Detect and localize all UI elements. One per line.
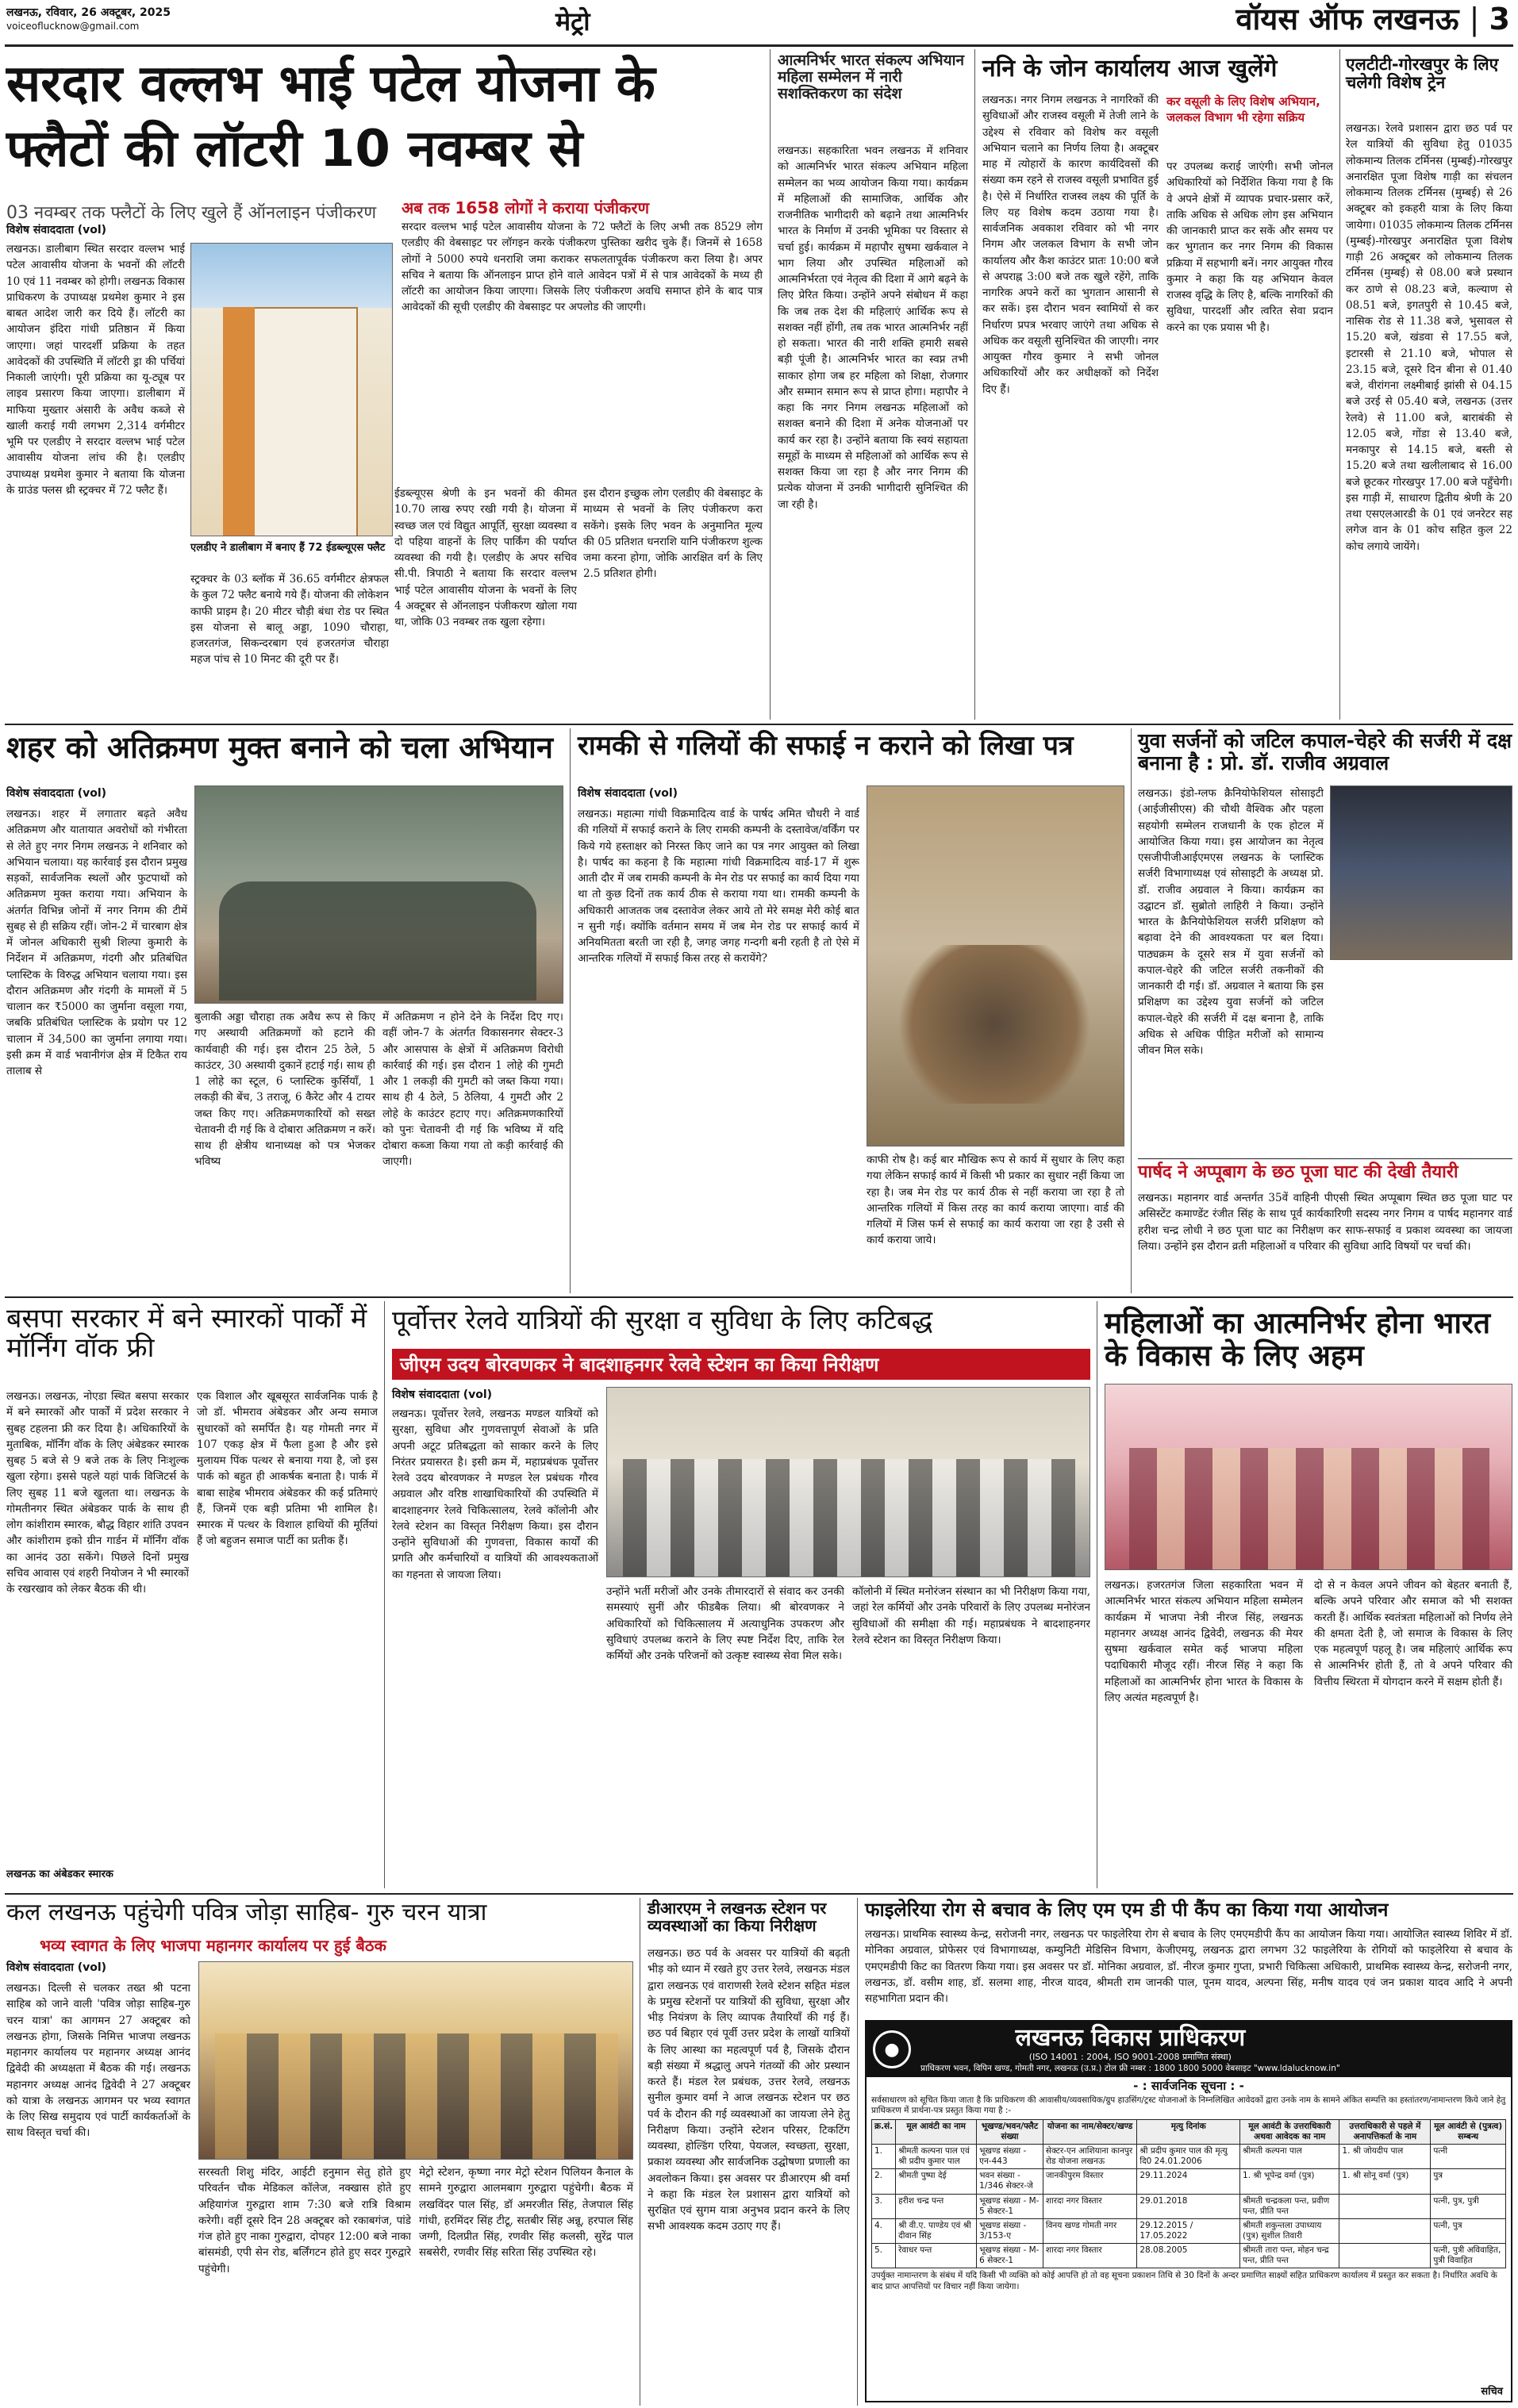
lda-header-cell: क्र.सं.	[872, 2119, 896, 2144]
table-cell: श्रीमती शकुन्तला उपाध्याय (पुत्र) सुशील तिवारी	[1240, 2218, 1339, 2243]
masthead	[1236, 3, 1510, 36]
lda-intro: सर्वसाधारण को सूचित किया जाता है कि प्राधिकरण की आवासीय/व्यवसायिक/ग्रुप हाउसिंग/ट्रस्ट योजनाओं के निम्नलिखित आवेदकों द्वारा उनके नाम के सामने अंकित सम्पत्ति का हस्तांतरण/नामान्तरण किये जाने हेतु प्राधिकरण में प्रार्थना-पत्र प्रस्तुत किया गया है :-	[871, 2095, 1506, 2116]
table-cell: 1. श्री जोयदीप पाल	[1339, 2145, 1431, 2169]
s10-strap: जीएम उदय बोरवणकर ने बादशाहनगर रेलवे स्टेशन का किया निरीक्षण	[392, 1349, 1090, 1380]
s3-col1: लखनऊ। नगर निगम लखनऊ ने नागरिकों की सुविधाओं और राजस्व वसूली में तेजी लाने के उद्देश्य से रविवार को विशेष कर वसूली अभियान चलाने का निर्णय लिया है। अक्टूबर माह में त्योहारों के कारण कार्यदिवसों की संख्या कम रहने से राजस्व वसूली प्रभावित हुई है। ऐसे में निर्धारित राजस्व लक्ष्य की पूर्ति के लिए यह विशेष कदम उठाया गया है। सार्वजनिक अवकाश रविवार को भी नगर निगम और जलकल विभाग के सभी जोन कार्यालय और कैश काउंटर प्रातः 10:00 बजे से अपराह्न 3:00 बजे तक खुले रहेंगे, ताकि नागरिक अपने करों का भुगतान आसानी से कर सकें। इस दौरान भवन स्वामियों से कर निर्धारण प्रपत्र भरवाए जाएंगे तथा अधिक से अधिक कर वसूली सुनिश्चित की जाएगी। नगर आयुक्त गौरव कुमार ने सभी जोनल अधिकारियों और कर अधीक्षकों को निर्देश दिए हैं।	[982, 94, 1159, 396]
table-cell: श्रीमती चन्द्रकला पन्त, प्रवीण पन्त, प्रीति पन्त	[1240, 2194, 1339, 2218]
s6-byline: विशेष संवाददाता (vol)	[578, 787, 678, 800]
s12-col2: सरस्वती शिशु मंदिर, आईटी हनुमान सेतु होते हुए परिवर्तन चौक मेडिकल कॉलेज, नक्खास होते हुए अहियागंज गुरुद्वारा शाम 7:30 बजे रात्रि विश्राम करेगी। वहीं दूसरे दिन 28 अक्टूबर को रकाबगंज, पांडे गंज होते हुए नाका गुरुद्वारा, दोपहर 12:00 बजे नाका बांसमंडी, एपी सेन रोड, बर्लिंगटन होते हुए सदर गुरुद्वारे पहुंचेगी।	[198, 2166, 411, 2276]
lda-header-cell: भूखण्ड/भवन/फ्लैट संख्या	[977, 2119, 1043, 2144]
s5-col1: लखनऊ। शहर में लगातार बढ़ते अवैध अतिक्रमण और यातायात अवरोधों को गंभीरता से लेते हुए नगर निगम लखनऊ ने शनिवार को अभियान चलाया। यह कार्रवाई इस दौरान प्रमुख सड़कों, सार्वजनिक स्थलों और फुटपाथों को अतिक्रमण मुक्त कराया गया। अभियान के अंतर्गत विभिन्न जोनों में नगर निगम की टीमें सुबह से ही सक्रिय रहीं। जोन-2 में चारबाग क्षेत्र में जोनल अधिकारी सुश्री शिल्पा कुमारी के निर्देशन में अतिक्रमण, गंदगी और प्रतिबंधित प्लास्टिक के विरुद्ध अभियान चलाया गया। इस दौरान अतिक्रमण और गंदगी के मामलों में 5 चालान कर ₹5000 का जुर्माना वसूला गया, जबकि प्रतिबंधित प्लास्टिक के प्रयोग पर 12 चालान में 34,500 का जुर्माना लगाया गया। इसी क्रम में वार्ड भवानीगंज क्षेत्र में टिकैत राय तालाब से	[6, 808, 187, 1077]
table-cell: 29.01.2018	[1137, 2194, 1240, 2218]
table-row	[872, 2244, 1506, 2268]
s5-photo	[194, 785, 563, 1004]
lda-header-cell: मूल आवंटी से (पुत्रत्व) सम्बन्ध	[1431, 2119, 1506, 2144]
divider	[570, 728, 571, 1293]
s1-col5: इस दौरान इच्छुक लोग एलडीए की वेबसाइट के माध्यम से भवनों के लिए पंजीकरण करा सकेंगे। इसके लिए भवन के अनुमानित मूल्य की 05 प्रतिशत धनराशि यानि पंजीकरण शुल्क जमा करना होगा, जोकि आरक्षित वर्ग के लिए 2.5 प्रतिशत होगी।	[583, 487, 763, 581]
table-cell: श्रीमती कल्पना पाल	[1240, 2145, 1339, 2169]
table-cell: विनय खण्ड गोमती नगर	[1043, 2218, 1137, 2243]
s12-photo	[198, 1961, 633, 2160]
s10-byline: विशेष संवाददाता (vol)	[392, 1388, 493, 1401]
s1-col1: लखनऊ। डालीबाग स्थित सरदार वल्लभ भाई पटेल आवासीय योजना के भवनों की लॉटरी 10 एवं 11 नवम्बर को होगी। लखनऊ विकास प्राधिकरण के उपाध्यक्ष प्रथमेश कुमार ने इस बाबत आदेश जारी कर दिये हैं। लॉटरी का आयोजन इंदिरा गांधी प्रतिष्ठान में किया जाएगा। जहां पारदर्शी प्रक्रिया के तहत आवेदकों की उपस्थिति में लॉटरी ड्रा की पर्चियां निकाली जाएंगी। पूरी प्रक्रिया का यू-ट्यूब पर लाइव प्रसारण किया जाएगा। डालीबाग में माफिया मुख्तार अंसारी के अवैध कब्जे से खाली कराई गयी लगभग 2,314 वर्गमीटर भूमि पर एलडीए ने सरदार वल्लभ भाई पटेल आवासीय योजना लांच की है। एलडीए उपाध्यक्ष प्रथमेश कुमार ने बताया कि योजना के ग्राउंड फ्लस थ्री स्ट्रक्चर में 72 फ्लैट हैं।	[6, 243, 185, 497]
table-cell: श्री वी.ए. पाण्डेय एवं श्री दीवान सिंह	[896, 2218, 977, 2243]
women-group	[1129, 1448, 1489, 1570]
s9-col1: लखनऊ। लखनऊ, नोएडा स्थित बसपा सरकार में बने स्मारकों और पार्कों में प्रदेश सरकार ने सुबह टहलना फ्री कर दिया है। अधिकारियों के मुताबिक, मॉर्निंग वॉक के लिए अंबेडकर स्मारक सुबह 5 बजे से 9 बजे तक के लिए निःशुल्क खुला रहेगा। इससे पहले यहां पार्क विजिटर्स के लिए सुबह 11 बजे खुलता था। लखनऊ के गोमतीनगर स्थित अंबेडकर पार्क के साथ ही लोग कांशीराम स्मारक, बौद्ध विहार शांति उपवन और कांशीराम इको ग्रीन गार्डन में मॉर्निंग वॉक का आनंद उठा सकेंगे। पिछले दिनों प्रमुख सचिव आवास एवं शहरी नियोजन ने भी स्मारकों के रखरखाव को लेकर बैठक की थी।	[6, 1390, 189, 1596]
s5-title: शहर को अतिक्रमण मुक्त बनाने को चला अभियान	[6, 730, 553, 765]
lda-sign: सचिव	[1481, 2386, 1503, 2398]
garbage-pile	[883, 945, 1105, 1104]
table-cell: 1. श्री सोनू वर्मा (पुत्र)	[1339, 2169, 1431, 2194]
s7-title: युवा सर्जनों को जटिल कपाल-चेहरे की सर्जरी में दक्ष बनाना है : प्रो. डॉ. राजीव अग्रवाल	[1138, 729, 1512, 774]
s10-col3: कॉलोनी में स्थित मनोरंजन संस्थान का भी निरीक्षण किया गया, जहां रेल कर्मियों और उनके परिवारों के लिए उपलब्ध मनोरंजन सुविधाओं की समीक्षा की गई। महाप्रबंधक ने बादशाहनगर रेलवे स्टेशन का विस्तृत निरीक्षण किया।	[852, 1585, 1090, 1646]
table-cell: पुत्र	[1431, 2169, 1506, 2194]
lda-table-wrap	[867, 2119, 1511, 2269]
s10-photo	[606, 1387, 1090, 1577]
s12-title: कल लखनऊ पहुंचेगी पवित्र जोड़ा साहिब- गुरु चरन यात्रा	[6, 1899, 487, 1926]
s12-col1: लखनऊ। दिल्ली से चलकर तख्त श्री पटना साहिब को जाने वाली 'पवित्र जोड़ा साहिब-गुरु चरन यात्रा' का आगमन 27 अक्टूबर को लखनऊ होगा, जिसके निमित्त भाजपा लखनऊ महानगर कार्यालय पर महानगर अध्यक्ष आनंद द्विवेदी की अध्यक्षता में बैठक की गई। लखनऊ महानगर अध्यक्ष आनंद द्विवेदी ने 27 अक्टूबर को यात्रा के लखनऊ आगमन पर भव्य स्वागत के लिए सिख समुदाय एवं पार्टी कार्यकर्ताओं के साथ विस्तृत चर्चा की।	[6, 1982, 190, 2140]
table-cell: जानकीपुरम विस्तार	[1043, 2169, 1137, 2194]
lda-table-body	[872, 2145, 1506, 2268]
s6-col1: लखनऊ। महात्मा गांधी विक्रमादित्य वार्ड के पार्षद अमित चौधरी ने वार्ड की गलियों में सफाई कराने के लिए रामकी कम्पनी के दस्तावेज/वर्किंग पर किये गये हस्ताक्षर को निरस्त किए जाने का पत्र नगर आयुक्त को लिखा है। पार्षद का कहना है कि महात्मा गांधी विक्रमादित्य वार्ड-17 में शुरू आती दौर में जब रामकी कम्पनी के मेन रोड पर सफाई का कार्य दिया गया था तो कुछ दिनों तक कार्य ठीक से कराया गया था। रामकी कम्पनी के अधिकारी आजतक जब दस्तावेज लेकर आये तो मेरे समक्ष मेरी कोई बात न सुनी गई। क्योंकि वर्तमान समय में जब मेन रोड पर सफाई कार्य में अनियमितता बरती जा रही है, जगह जगह गन्दगी बनी रहती है तो ऐसे में आन्तरिक गलियों में सफाई किस तरह से करायेंगे?	[578, 808, 859, 966]
table-cell: 28.08.2005	[1137, 2244, 1240, 2268]
table-cell: 5.	[872, 2244, 896, 2268]
s12-strap: भव्य स्वागत के लिए भाजपा महानगर कार्यालय पर हुई बैठक	[40, 1936, 386, 1955]
s13-body: लखनऊ। छठ पर्व के अवसर पर यात्रियों की बढ़ती भीड़ को ध्यान में रखते हुए उत्तर रेलवे, लखनऊ मंडल द्वारा लखनऊ एवं वाराणसी रेलवे स्टेशन सहित मंडल के प्रमुख स्टेशनों पर यात्रियों की सुविधा, सुरक्षा और भीड़ नियंत्रण के लिए व्यापक तैयारियाँ की गई हैं। छठ पर्व बिहार एवं पूर्वी उत्तर प्रदेश के लाखों यात्रियों के लिए आस्था का महत्वपूर्ण पर्व है, जिसके दौरान बड़ी संख्या में श्रद्धालु अपने गंतव्यों की ओर प्रस्थान करते हैं। मंडल रेल प्रबंधक, उत्तर रेलवे, लखनऊ सुनील कुमार वर्मा ने आज लखनऊ स्टेशन पर छठ पर्व के दौरान की गई व्यवस्थाओं का जायजा लेने हेतु निरीक्षण किया। उन्होंने स्टेशन परिसर, टिकटिंग व्यवस्था, होल्डिंग एरिया, पेयजल, स्वच्छता, सुरक्षा, प्रकाश व्यवस्था और सार्वजनिक उद्घोषणा प्रणाली का अवलोकन किया। इस अवसर पर डीआरएम श्री वर्मा ने कहा कि मंडल रेल प्रशासन द्वारा यात्रियों को सुरक्षित एवं सुगम यात्रा अनुभव प्रदान करने के लिए सभी आवश्यक कदम उठाए गए हैं।	[648, 1947, 850, 2233]
s11-title: महिलाओं का आत्मनिर्भर होना भारत के विकास के लिए अहम	[1105, 1306, 1491, 1373]
officials-row	[623, 1459, 1075, 1577]
table-cell: 29.12.2015 / 17.05.2022	[1137, 2218, 1240, 2243]
s14-title: फाइलेरिया रोग से बचाव के लिए एम एम डी पी कैंप का किया गया आयोजन	[865, 1899, 1389, 1921]
table-cell	[1339, 2218, 1431, 2243]
section-rule	[5, 1296, 1513, 1298]
s3-title: ननि के जोन कार्यालय आज खुलेंगे	[982, 55, 1278, 83]
s1-caption: एलडीए ने डालीबाग में बनाए हैं 72 ईडब्ल्यूएस फ्लैट	[190, 542, 386, 554]
s2-body: लखनऊ। सहकारिता भवन लखनऊ में शनिवार को आत्मनिर्भर भारत संकल्प अभियान महिला सम्मेलन का भव्य आयोजन किया गया। कार्यक्रम में महिलाओं की सामाजिक, आर्थिक और राजनीतिक भागीदारी को बढ़ाने तथा आत्मनिर्भर भारत के निर्माण में उनकी भूमिका पर विस्तार से चर्चा हुई। कार्यक्रम में महापौर सुषमा खर्कवाल ने भाग लिया और उपस्थित महिलाओं को आत्मनिर्भरता एवं नेतृत्व की दिशा में आगे बढ़ने के लिए प्रेरित किया। उन्होंने अपने संबोधन में कहा कि जब तक देश की महिलाएं आर्थिक रूप से सशक्त नहीं होंगी, तब तक भारत आत्मनिर्भर नहीं हो सकता। भारत की नारी शक्ति हमारी सबसे बड़ी पूंजी है। आत्मनिर्भर भारत का स्वप्न तभी साकार होगा जब हर महिला को शिक्षा, रोजगार और सम्मान समान रूप से प्राप्त होगा। महापौर ने कहा कि नगर निगम लखनऊ महिलाओं को सशक्त बनाने की दिशा में अनेक योजनाओं पर कार्य कर रहा है। उन्होंने बताया कि स्वयं सहायता समूहों के माध्यम से महिलाओं को आर्थिक रूप से सशक्त किया जा रहा है और नगर निगम की प्रत्येक योजना में उनकी भागीदारी सुनिश्चित की जा रही है।	[778, 144, 968, 511]
s5-col3: में अतिक्रमण न होने देने के निर्देश दिए गए। वहीं जोन-7 के अंतर्गत विकासनगर सेक्टर-3 और आसपास के क्षेत्रों में अतिक्रमण विरोधी कार्रवाई की गई। इस दौरान 1 लोहे की गुमटी और 1 लकड़ी की गुमटी को जब्त किया गया। साथ ही 4 ठेले, 5 ठेलिया, 4 गुमटी और 2 लोहे के काउंटर हटाए गए। अतिक्रमणकारियों को पुनः चेतावनी दी गई कि भविष्य में यदि दोबारा कब्जा किया गया तो कड़ी कार्रवाई की जाएगी।	[382, 1011, 563, 1169]
lda-footer: उपर्युक्त नामान्तरण के संबंध में यदि किसी भी व्यक्ति को कोई आपत्ति हो तो वह सूचना प्रकाशन तिथि से 30 दिनों के अन्दर प्रमाणित साक्ष्यों सहित प्राधिकरण कार्यालय में प्रस्तुत कर सकता है। निर्धारित अवधि के बाद प्राप्त आपत्तियों पर विचार नहीं किया जायेगा।	[871, 2271, 1497, 2291]
table-cell: पत्नी, पुत्र, पुत्री	[1431, 2194, 1506, 2218]
s10-col2: उन्होंने भर्ती मरीजों और उनके तीमारदारों से संवाद कर उनकी समस्याएं सुनीं और फीडबैक लिया। श्री बोरवणकर ने अधिकारियों को चिकित्सालय में अत्याधुनिक उपकरण और सुविधाएं उपलब्ध कराने के लिए स्पष्ट निर्देश दिए, ताकि रेल कर्मियों और उनके परिजनों को उत्कृष्ट स्वास्थ्य सेवा मिल सके।	[606, 1585, 844, 1662]
table-cell: भूखण्ड संख्या - 3/153-ए	[977, 2218, 1043, 2243]
s7-photo	[1330, 785, 1512, 960]
header-email: voiceoflucknow@gmail.com	[6, 21, 140, 32]
lda-table-head	[872, 2119, 1506, 2144]
lda-header-cell: योजना का नाम/सेक्टर/खण्ड	[1043, 2119, 1137, 2144]
table-cell: शारदा नगर विस्तार	[1043, 2194, 1137, 2218]
s8-title: पार्षद ने अप्पूबाग के छठ पूजा घाट की देखी तैयारी	[1138, 1162, 1458, 1182]
lda-header-cell: मृत्यु दिनांक	[1137, 2119, 1240, 2144]
s1-col2: सरदार वल्लभ भाई पटेल आवासीय योजना के 72 फ्लैटों के लिए अभी तक 8529 लोग एलडीए की वेबसाइट पर लॉगइन करके पंजीकरण पुस्तिका खरीद चुके हैं। जिनमें से 1658 लोगों ने 5000 रुपये धनराशि जमा कराकर सफलतापूर्वक पंजीकरण करा लिया है। अपर सचिव ने बताया कि ऑनलाइन प्राप्त होने वाले आवेदन पत्रों में से पात्र आवेदकों के मध्य ही लॉटरी का आयोजन किया जाएगा। जिसके लिए पंजीकरण अवधि समाप्त होने के बाद पात्र आवेदकों की सूची एलडीए की वेबसाइट पर अपलोड की जाएगी।	[402, 221, 763, 314]
s1-byline: विशेष संवाददाता (vol)	[6, 224, 107, 236]
header-rule	[5, 44, 1513, 47]
table-cell: श्रीमती पुष्पा देई	[896, 2169, 977, 2194]
lda-header	[867, 2022, 1511, 2077]
s1-col3: स्ट्रक्चर के 03 ब्लॉक में 36.65 वर्गमीटर क्षेत्रफल के कुल 72 फ्लैट बनाये गये हैं। योजना की लोकेशन काफी प्राइम है। 20 मीटर चौड़ी बंधा रोड पर स्थित इस योजना से बालू अड्डा, 1090 चौराहा, हजरतगंज, सिकन्दरबाग एवं हजरतगंज चौराहा महज पांच से 10 मिनट की दूरी पर हैं।	[190, 573, 389, 666]
section-label: मेट्रो	[555, 6, 590, 36]
s14-body: लखनऊ। प्राथमिक स्वास्थ्य केन्द्र, सरोजनी नगर, लखनऊ पर फाइलेरिया रोग से बचाव के लिए एमएमडीपी कैंप का आयोजन किया गया। आयोजित स्वास्थ्य शिविर में डॉ. मोनिका अग्रवाल, प्रोफेसर एवं विभागाध्यक्ष, कम्युनिटी मेडिसिन विभाग, केजीएमयू, लखनऊ द्वारा लगभग 32 फाइलेरिया के रोगियों को फाइलेरिया से बचाव के एमएमडीपी किट का वितरण किया गया। इस अवसर पर डॉ. मोनिका अग्रवाल, डॉ. नीरज कुमार गुप्ता, प्रभारी चिकित्सा अधिकारी, प्राथमिक स्वास्थ्य केन्द्र, सरोजनी नगर, लखनऊ, डॉ. वसीम शाह, डॉ. सलमा शाह, नीरज यादव, श्रीमती राम जानकी पाल, पूनम यादव, अल्पना सिंह, मनीष यादव एवं जन प्रकाश यादव आदि ने अपनी सहभागिता प्रदान की।	[865, 1928, 1512, 2005]
s11-col1: लखनऊ। हजरतगंज जिला सहकारिता भवन में आत्मनिर्भर भारत संकल्प अभियान महिला सम्मेलन कार्यक्रम में भाजपा नेत्री नीरज सिंह, लखनऊ महानगर अध्यक्ष आनंद द्विवेदी, लखनऊ की मेयर सुषमा खर्कवाल समेत कई भाजपा महिला पदाधिकारी मौजूद रहीं। नीरज सिंह ने कहा कि महिलाओं का आत्मनिर्भर होना भारत के विकास के लिए अत्यंत महत्वपूर्ण है।	[1105, 1579, 1303, 1704]
divider	[384, 1301, 385, 1888]
s10-col1: लखनऊ। पूर्वोत्तर रेलवे, लखनऊ मण्डल यात्रियों को सुरक्षा, सुविधा और गुणवत्तापूर्ण सेवाओं के प्रति अपनी अटूट प्रतिबद्धता को साकार करने के लिए निरंतर प्रयासरत है। इसी क्रम में, महाप्रबंधक पूर्वोत्तर रेलवे उदय बोरवणकर ने मण्डल रेल प्रबंधक गौरव अग्रवाल और वरिष्ठ शाखाधिकारियों की उपस्थिति में बादशाहनगर रेलवे चिकित्सालय, रेलवे कॉलोनी और रेलवे स्टेशन का विस्तृत निरीक्षण किया। इस दौरान उन्होंने सुविधाओं की गुणवत्ता, विकास कार्यों की प्रगति और कर्मचारियों व यात्रियों की आवश्यकताओं का गहनता से जायजा लिया।	[392, 1408, 598, 1581]
s1-strap: 03 नवम्बर तक फ्लैटों के लिए खुले हैं ऑनलाइन पंजीकरण	[6, 203, 377, 223]
divider	[1339, 49, 1340, 720]
lda-address: प्राधिकरण भवन, विपिन खण्ड, गोमती नगर, लखनऊ (उ.प्र.) टोल फ्री नम्बर : 1800 1800 5000 वेबसाइट "www.ldalucknow.in"	[920, 2064, 1340, 2073]
s5-col2: बुलाकी अड्डा चौराहा तक अवैध रूप से किए गए अस्थायी अतिक्रमणों को हटाने की कार्यवाही की गई। इस दौरान 25 ठेले, 5 काउंटर, 30 अस्थायी दुकानें हटाई गई। साथ ही 1 लोहे का स्टूल, 6 प्लास्टिक कुर्सियाँ, 1 लकड़ी की बेंच, 3 तराजू, 6 कैरेट और 4 टायर जब्त किए गए। अतिक्रमणकारियों को सख्त चेतावनी दी गई कि वे दोबारा अतिक्रमण न करें। साथ ही क्षेत्रीय थानाध्यक्ष को पत्र भेजकर भविष्य	[194, 1011, 375, 1169]
s2-title: आत्मनिर्भर भारत संकल्प अभियान महिला सम्मेलन में नारी सशक्तिकरण का संदेश	[778, 52, 965, 102]
table-cell: भवन संख्या - 1/346 सेक्टर-जे	[977, 2169, 1043, 2194]
table-cell: 1. श्री भूपेन्द्र वर्मा (पुत्र)	[1240, 2169, 1339, 2194]
s6-col2: काफी रोष है। कई बार मौखिक रूप से कार्य में सुधार के लिए कहा गया लेकिन सफाई कार्य में किसी भी प्रकार का सुधार नहीं किया जा रहा है। जब मेन रोड पर कार्य ठीक से नहीं कराया जा रहा है तो आन्तरिक गलियों में किस तरह का कार्य कराया जाएगा। वार्ड की गलियों में जिस फर्म से सफाई का कार्य कराया जा रहा है उसी से कार्य कराया जाये।	[867, 1154, 1124, 1247]
lda-header-cell: मूल आवंटी का नाम	[896, 2119, 977, 2144]
s3-col2: पर उपलब्ध कराई जाएंगी। सभी जोनल अधिकारियों को निर्देशित किया गया है कि वे अपने क्षेत्रों में व्यापक प्रचार-प्रसार करें, ताकि अधिक से अधिक लोग इस अभियान की जानकारी प्राप्त कर सकें और समय पर कर भुगतान कर नगर निगम की विकास प्रक्रिया में सहभागी बनें। नगर आयुक्त गौरव कुमार ने कहा कि यह अभियान केवल राजस्व वृद्धि के लिए है, बल्कि नागरिकों की सुविधा, पारदर्शी और त्वरित सेवा प्रदान करने का एक प्रयास भी है।	[1166, 160, 1333, 334]
s9-col2: एक विशाल और खूबसूरत सार्वजनिक पार्क है जो डॉ. भीमराव अंबेडकर और अन्य समाज सुधारकों को समर्पित है। यह गोमती नगर में 107 एकड़ क्षेत्र में फैला हुआ है और इसे मुलायम पिंक पत्थर से बनाया गया है, जो इस पार्क को बहुत ही आकर्षक बनाता है। पार्क में बाबा साहेब भीमराव अंबेडकर की कई प्रतिमाएं हैं, जिनमें एक बड़ी प्रतिमा भी शामिल है। स्मारक में पत्थर के विशाल हाथियों की मूर्तियां हैं जो बहुजन समाज पार्टी का प्रतीक हैं।	[197, 1390, 378, 1548]
s11-col2: दो से न केवल अपने जीवन को बेहतर बनाती हैं, बल्कि अपने परिवार और समाज को भी सशक्त करती हैं। आर्थिक स्वतंत्रता महिलाओं को निर्णय लेने की क्षमता देती है, जो समाज के विकास के लिए एक महत्वपूर्ण पहलू है। जब महिलाएं आर्थिक रूप से आत्मनिर्भर होती हैं, तो वे अपने परिवार की वित्तीय स्थिरता में योगदान करने में सक्षम होती हैं।	[1314, 1579, 1512, 1688]
s4-body: लखनऊ। रेलवे प्रशासन द्वारा छठ पर्व पर रेल यात्रियों की सुविधा हेतु 01035 लोकमान्य तिलक टर्मिनस (मुम्बई)-गोरखपुर अनारक्षित पूजा विशेष गाड़ी का संचलन लोकमान्य तिलक टर्मिनस (मुम्बई) से 26 अक्टूबर को इकहरी यात्रा के लिए किया जायेगा। 01035 लोकमान्य तिलक टर्मिनस (मुम्बई)-गोरखपुर अनारक्षित पूजा विशेष गाड़ी 26 अक्टूबर को लोकमान्य तिलक टर्मिनस (मुम्बई) से 08.00 बजे प्रस्थान कर ठाणे से 08.23 बजे, कल्याण से 08.51 बजे, इगतपुरी से 10.45 बजे, नासिक रोड से 11.38 बजे, भुसावल से 15.20 बजे, खंडवा से 17.55 बजे, इटारसी से 21.10 बजे, भोपाल से 23.15 बजे, दूसरे दिन बीना से 01.40 बजे, वीरांगना लक्ष्मीबाई झांसी से 04.15 बजे उरई से 05.40 बजे, लखनऊ (उत्तर रेलवे) से 11.00 बजे, बाराबंकी से 12.05 बजे, गोंडा से 13.40 बजे, मनकापुर से 14.15 बजे, बस्ती से 15.20 बजे तथा खलीलाबाद से 16.00 बजे छूटकर गोरखपुर 17.00 बजे पहुँचेगी। इस गाड़ी में, साधारण द्वितीय श्रेणी के 20 तथा एसएलआरडी के 01 एवं जनरेटर सह लगेज वान के 01 कोच सहित कुल 22 कोच लगाये जायेंगे।	[1346, 122, 1512, 553]
s1-subhead: अब तक 1658 लोगों ने कराया पंजीकरण	[402, 198, 650, 217]
s13-title: डीआरएम ने लखनऊ स्टेशन पर व्यवस्थाओं का किया निरीक्षण	[648, 1899, 827, 1935]
section-rule	[5, 724, 1513, 725]
table-cell: भूखण्ड संख्या - एन-443	[977, 2145, 1043, 2169]
table-cell: पत्नी, पुत्र	[1431, 2218, 1506, 2243]
s1-photo	[190, 243, 393, 536]
s4-title: एलटीटी-गोरखपुर के लिए चलेगी विशेष ट्रेन	[1346, 55, 1499, 93]
s12-byline: विशेष संवाददाता (vol)	[6, 1961, 107, 1974]
masthead-text: वॉयस ऑफ लखनऊ	[1236, 2, 1459, 36]
table-row	[872, 2194, 1506, 2218]
table-cell: 3.	[872, 2194, 896, 2218]
table-cell: पत्नी	[1431, 2145, 1506, 2169]
s3-box: कर वसूली के लिए विशेष अभियान, जलकल विभाग भी रहेगा सक्रिय	[1166, 94, 1320, 125]
s6-title: रामकी से गलियों की सफाई न कराने को लिखा पत्र	[578, 730, 1074, 762]
s9-title: बसपा सरकार में बने स्मारकों पार्कों में मॉर्निंग वॉक फ्री	[6, 1303, 367, 1365]
s1-title: सरदार वल्लभ भाई पटेल योजना के फ्लैटों की लॉटरी 10 नवम्बर से	[6, 55, 655, 179]
divider	[974, 49, 975, 720]
table-cell: भूखण्ड संख्या - M-6 सेक्टर-1	[977, 2244, 1043, 2268]
table-cell: 1.	[872, 2145, 896, 2169]
table-cell	[1339, 2244, 1431, 2268]
table-row	[872, 2145, 1506, 2169]
lda-notice	[865, 2020, 1512, 2402]
lda-header-cell: मूल आवंटी के उत्तराधिकारी अथवा आवेदक का नाम	[1240, 2119, 1339, 2144]
header-date: लखनऊ, रविवार, 26 अक्टूबर, 2025	[6, 6, 171, 19]
s7-body: लखनऊ। इंडो-ग्लफ क्रैनियोफेशियल सोसाइटी (आईजीसीएस) की चौथी वैश्विक और पहला सहयोगी सम्मेलन राजधानी के एक होटल में आयोजित किया गया। इस आयोजन का नेतृत्व एसजीपीजीआईएमएस लखनऊ के प्लास्टिक सर्जरी विभागाध्यक्ष एवं सोसाइटी के अध्यक्ष प्रो. डॉ. राजीव अग्रवाल ने किया। कार्यक्रम का उद्घाटन डॉ. सुब्रोतो लाहिरी ने किया। उन्होंने भारत के क्रैनियोफेशियल सर्जरी प्रशिक्षण को बढ़ावा देने की आवश्यकता पर बल दिया। पाठ्यक्रम के दूसरे सत्र में युवा सर्जनों को कपाल-चेहरे की जटिल सर्जरी तकनीकों की जानकारी दी गई। डॉ. अग्रवाल ने बताया कि इस प्रशिक्षण का उद्देश्य युवा सर्जनों को जटिल कपाल-चेहरे की सर्जरी में दक्ष बनाना है, ताकि अधिक से अधिक पीड़ित मरीजों को सामान्य जीवन मिल सके।	[1138, 787, 1324, 1057]
table-cell: भूखण्ड संख्या - M-5 सेक्टर-1	[977, 2194, 1043, 2218]
table-cell: पत्नी, पुत्री अविवाहित, पुत्री विवाहित	[1431, 2244, 1506, 2268]
table-cell: हरीश चन्द्र पन्त	[896, 2194, 977, 2218]
lda-logo-icon: ●	[873, 2030, 911, 2068]
section-rule	[5, 1893, 1513, 1895]
page-number: 3	[1489, 2, 1510, 36]
story-rule	[1138, 1158, 1512, 1159]
s6-photo	[867, 785, 1124, 1146]
s9-footer: लखनऊ का अंबेडकर स्मारक	[6, 1868, 113, 1880]
table-cell: शारदा नगर विस्तार	[1043, 2244, 1137, 2268]
table-cell	[1339, 2194, 1431, 2218]
lda-iso: (ISO 14001 : 2004, ISO 9001-2008 प्रमाणित संस्था)	[1028, 2052, 1232, 2062]
s10-title: पूर्वोत्तर रेलवे यात्रियों की सुरक्षा व सुविधा के लिए कटिबद्ध	[392, 1304, 933, 1335]
s8-body: लखनऊ। महानगर वार्ड अन्तर्गत 35वें वाहिनी पीएसी स्थित अप्पूबाग स्थित छठ पूजा घाट पर असिस्टेंट कमाण्डेंट रंजीत सिंह के साथ पूर्व कार्यकारिणी सदस्य नगर निगम व पार्षद महानगर वार्ड हरीश चन्द्र लोधी ने छठ पूजा घाट का निरीक्षण कर साफ-सफाई व प्रकाश व्यवस्था का जायजा लिया। उन्होंने इस दौरान व्रती महिलाओं व परिवार की सुविधा आदि विषयों पर चर्चा की।	[1138, 1192, 1512, 1253]
table-row	[872, 2218, 1506, 2243]
lda-table	[871, 2119, 1506, 2269]
lda-notice-heading: - : सार्वजनिक सूचना : -	[1133, 2079, 1244, 2093]
page-divider: |	[1469, 2, 1489, 36]
table-row	[872, 2169, 1506, 2194]
table-cell: 4.	[872, 2218, 896, 2243]
table-cell: श्रीमती तारा पन्त, मोहन चन्द्र पन्त, प्रीति पन्त	[1240, 2244, 1339, 2268]
divider	[1131, 728, 1132, 1293]
divider	[770, 49, 771, 720]
crowd-shape	[219, 881, 536, 1000]
s11-photo	[1105, 1384, 1512, 1570]
s5-byline: विशेष संवाददाता (vol)	[6, 787, 107, 800]
divider	[857, 1898, 858, 2406]
lda-title: लखनऊ विकास प्राधिकरण	[1015, 2024, 1246, 2052]
table-cell: श्री प्रदीप कुमार पाल की मृत्यु दि0 24.01.2006	[1137, 2145, 1240, 2169]
s12-col3: मेट्रो स्टेशन, कृष्णा नगर मेट्रो स्टेशन पिलियन कैनाल के सामने गुरुद्वारा आलमबाग गुरुद्वारा पहुंचेगी। बैठक में लखविंदर पाल सिंह, डॉ अमरजीत सिंह, तेजपाल सिंह गांधी, हरमिंदर सिंह टीटू, सतबीर सिंह अन्नू, हरपाल सिंह जग्गी, दिलप्रीत सिंह, रणवीर सिंह कलसी, सुरेंद्र पाल सबसेरी, रणवीर सिंह सरिता सिंह उपस्थित रहे।	[419, 2166, 633, 2260]
table-cell: श्रीमती कल्पना पाल एवं श्री प्रदीप कुमार पाल	[896, 2145, 977, 2169]
s1-col4: ईडब्ल्यूएस श्रेणी के इन भवनों की कीमत 10.70 लाख रुपए रखी गयी है। योजना में स्वच्छ जल एवं विद्युत आपूर्ति, सुरक्षा व्यवस्था व दो पहिया वाहनों के लिए पार्किंग की पर्याप्त व्यवस्था की गयी है। एलडीए के अपर सचिव सी.पी. त्रिपाठी ने बताया कि सरदार वल्लभ भाई पटेल आवासीय योजना के भवनों के लिए 4 अक्टूबर से ऑनलाइन पंजीकरण खोला गया था, जोकि 03 नवम्बर तक खुला रहेगा।	[394, 487, 577, 628]
table-cell: 2.	[872, 2169, 896, 2194]
table-cell: रेवाधर पन्त	[896, 2244, 977, 2268]
table-cell: 29.11.2024	[1137, 2169, 1240, 2194]
building-stripe	[223, 307, 255, 536]
table-cell: सेक्टर-एन आशियाना कानपुर रोड योजना लखनऊ	[1043, 2145, 1137, 2169]
lda-header-cell: उत्तराधिकारी से पहले में अनापत्तिकर्ता के नाम	[1339, 2119, 1431, 2144]
meeting-group	[215, 2034, 618, 2160]
